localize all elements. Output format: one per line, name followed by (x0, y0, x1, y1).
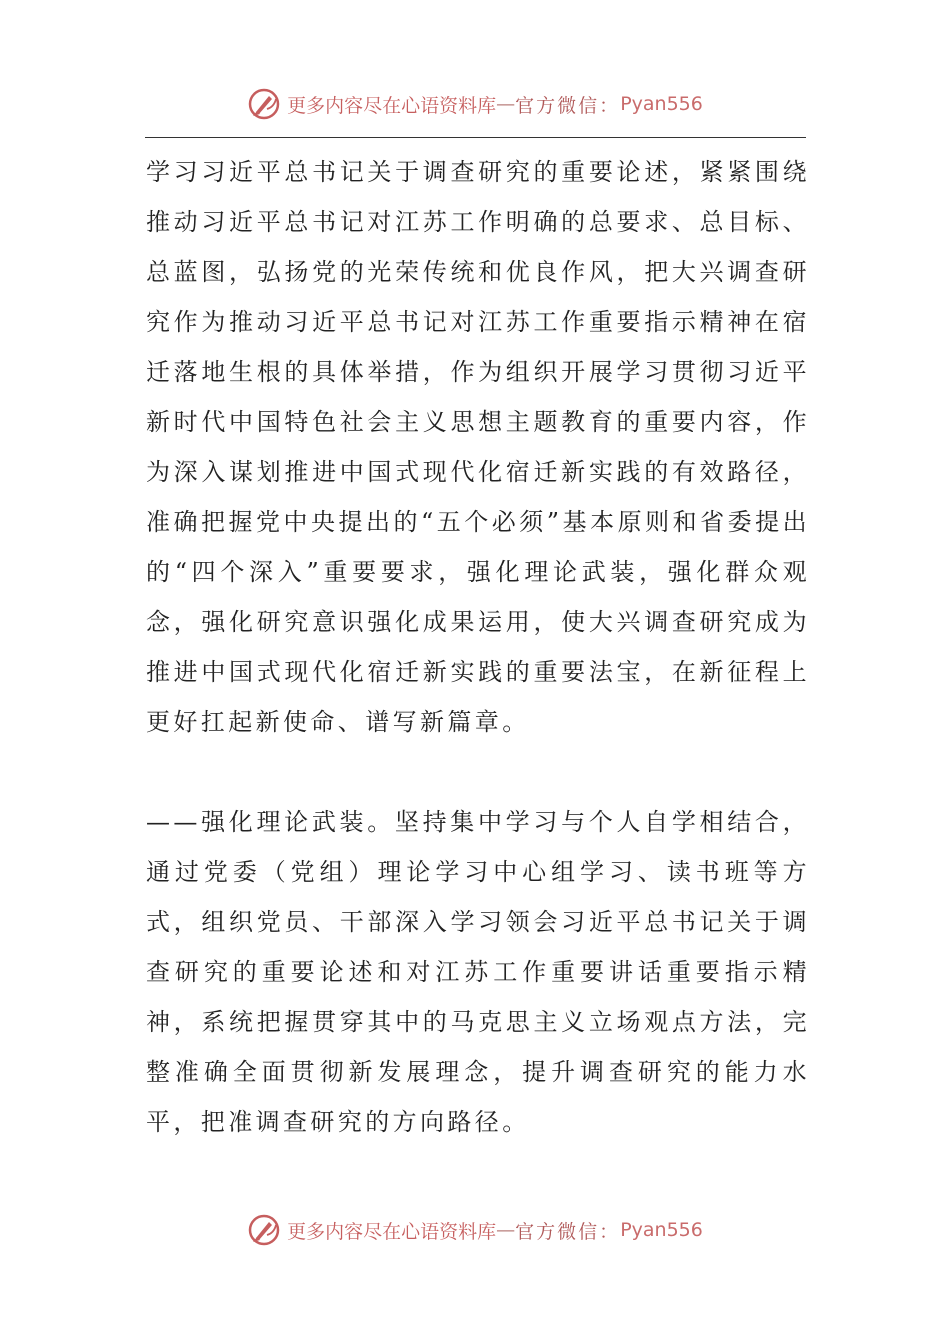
pen-logo-icon (247, 87, 281, 121)
header-brand-text: 更多内容尽在心语资料库 (287, 94, 497, 117)
body-paragraph-1: 学习习近平总书记关于调查研究的重要论述，紧紧围绕推动习近平总书记对江苏工作明确的总要求、总目标、总蓝图，弘扬党的光荣传统和优良作风，把大兴调查研究作为推动习近平总书记对江苏工作重要指示精神在宿迁落地生根的具体举措，作为组织开展学习贯彻习近平新时代中国特色社会主义思想主题教育的重要内容，作为深入谋划推进中国式现代化宿迁新实践的有效路径，准确把握党中央提出的“五个必须”基本原则和省委提出的“四个深入”重要要求，强化理论武装，强化群众观念，强化研究意识强化成果运用，使大兴调查研究成为推进中国式现代化宿迁新实践的重要法宝，在新征程上更好扛起新使命、谱写新篇章。 (146, 158, 810, 736)
header-divider (145, 137, 806, 138)
document-body (146, 147, 810, 1147)
footer-separator: — (496, 1219, 516, 1241)
pen-logo-icon (247, 1213, 281, 1247)
header-separator: — (496, 93, 516, 115)
footer-brand-text: 更多内容尽在心语资料库 (287, 1220, 497, 1243)
header-wechat-id: Pyan556 (620, 93, 703, 115)
page-header (0, 84, 950, 124)
header-wechat-label: 官方微信： (515, 94, 621, 117)
footer-wechat-id: Pyan556 (620, 1219, 703, 1241)
footer-wechat-label: 官方微信： (515, 1220, 621, 1243)
body-paragraph-2: ——强化理论武装。坚持集中学习与个人自学相结合，通过党委（党组）理论学习中心组学习、读书班等方式，组织党员、干部深入学习领会习近平总书记关于调查研究的重要论述和对江苏工作重要讲话重要指示精神，系统把握贯穿其中的马克思主义立场观点方法，完整准确全面贯彻新发展理念，提升调查研究的能力水平，把准调查研究的方向路径。 (146, 808, 810, 1136)
page-footer (0, 1210, 950, 1250)
